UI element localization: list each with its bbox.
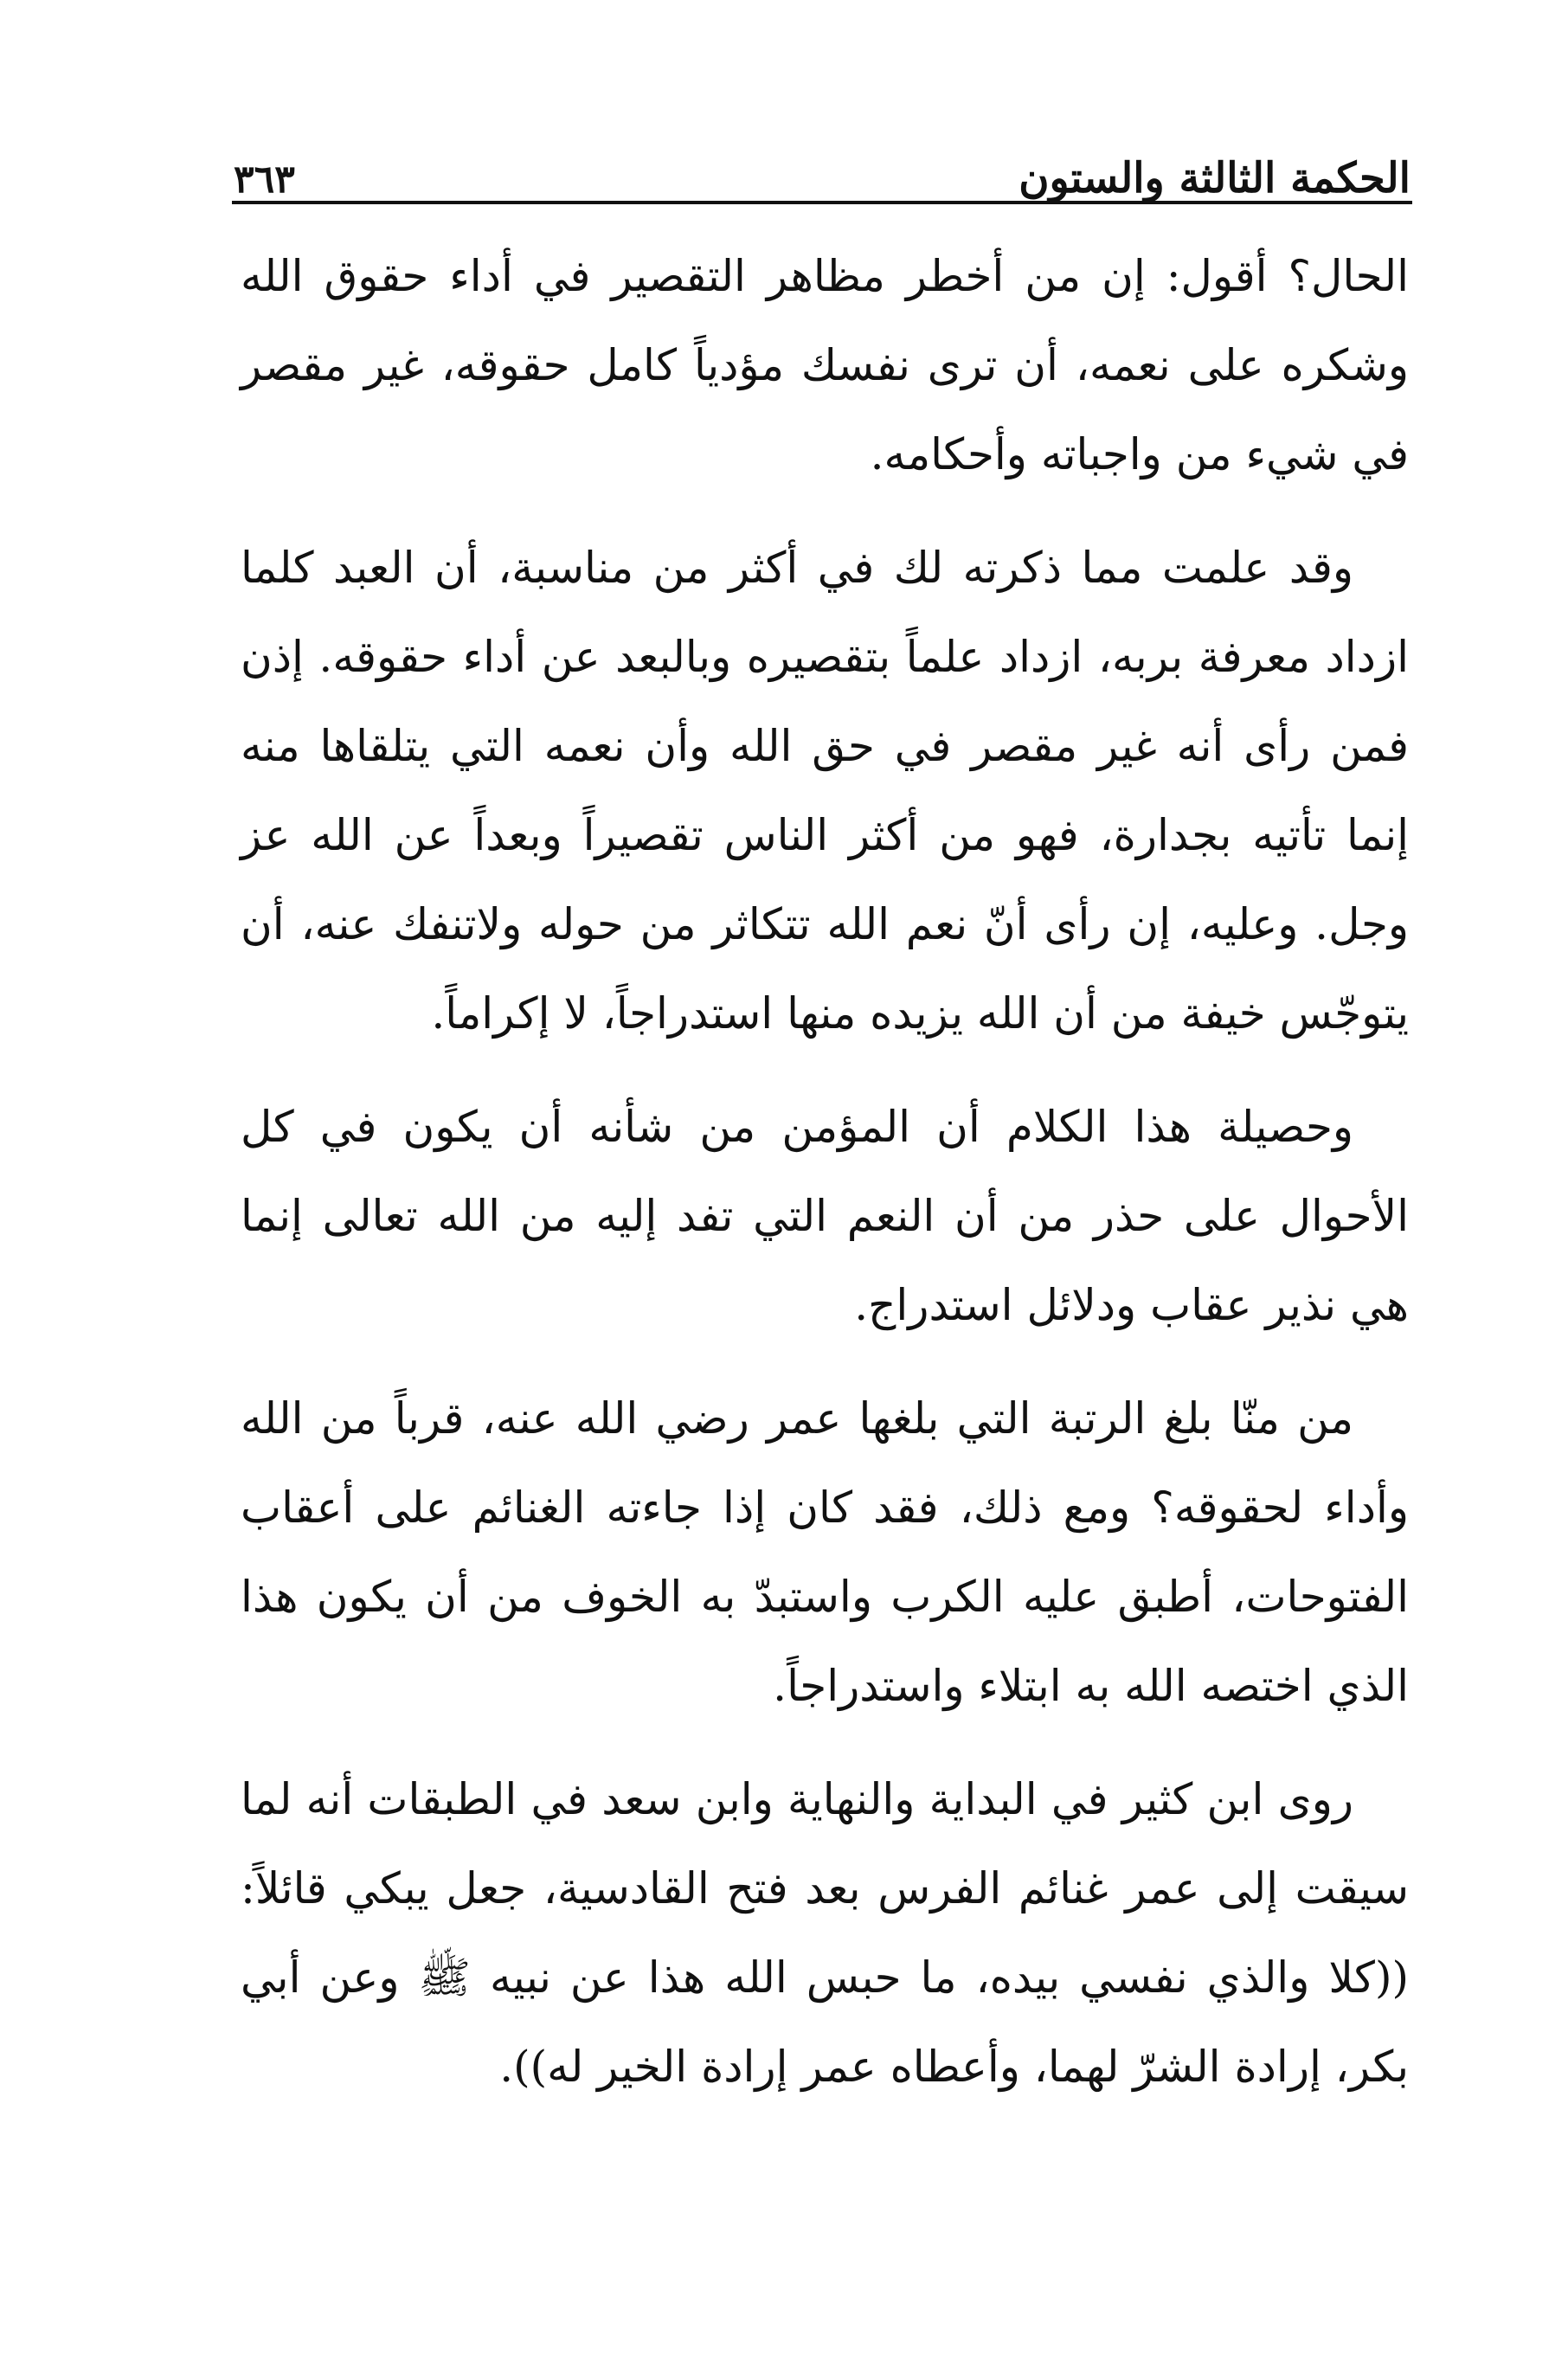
paragraph: وحصيلة هذا الكلام أن المؤمن من شأنه أن يكون في كل الأحوال على حذر من أن النعم التي تفد إليه من الله تعالى إنما هي نذير عقاب ودلائل استدراج. [241, 1102, 1409, 1330]
paragraph: من منّا بلغ الرتبة التي بلغها عمر رضي الله عنه، قرباً من الله وأداء لحقوقه؟ ومع ذلك، فقد كان إذا جاءته الغنائم على أعقاب الفتوحات، أطبق عليه الكرب واستبدّ به الخوف من أن يكون هذا الذي اختصه الله به ابتلاء واستدراجاً. [241, 1393, 1409, 1711]
body-text [241, 232, 1409, 2136]
running-title: الحكمة الثالثة والستون [1019, 154, 1411, 203]
running-head [234, 130, 1411, 203]
paragraph: الحال؟ أقول: إن من أخطر مظاهر التقصير في أداء حقوق الله وشكره على نعمه، أن ترى نفسك مؤدياً كامل حقوقه، غير مقصر في شيء من واجباته وأحكامه. [241, 251, 1409, 479]
header-rule [232, 201, 1412, 204]
paragraph: روى ابن كثير في البداية والنهاية وابن سعد في الطبقات أنه لما سيقت إلى عمر غنائم الفرس بعد فتح القادسية، جعل يبكي قائلاً: ((كلا والذي نفسي بيده، ما حبس الله هذا عن نبيه ﷺ وعن أبي بكر، إرادة الشرّ لهما، وأعطاه عمر إرادة الخير له)). [241, 1774, 1409, 2092]
page-number: ٣٦٣ [234, 158, 295, 202]
paragraph: وقد علمت مما ذكرته لك في أكثر من مناسبة، أن العبد كلما ازداد معرفة بربه، ازداد علماً بتقصيره وبالبعد عن أداء حقوقه. إذن فمن رأى أنه غير مقصر في حق الله وأن نعمه التي يتلقاها منه إنما تأتيه بجدارة، فهو من أكثر الناس تقصيراً وبعداً عن الله عز وجل. وعليه، إن رأى أنّ نعم الله تتكاثر من حوله ولاتنفك عنه، أن يتوجّس خيفة من أن الله يزيده منها استدراجاً، لا إكراماً. [241, 543, 1409, 1039]
